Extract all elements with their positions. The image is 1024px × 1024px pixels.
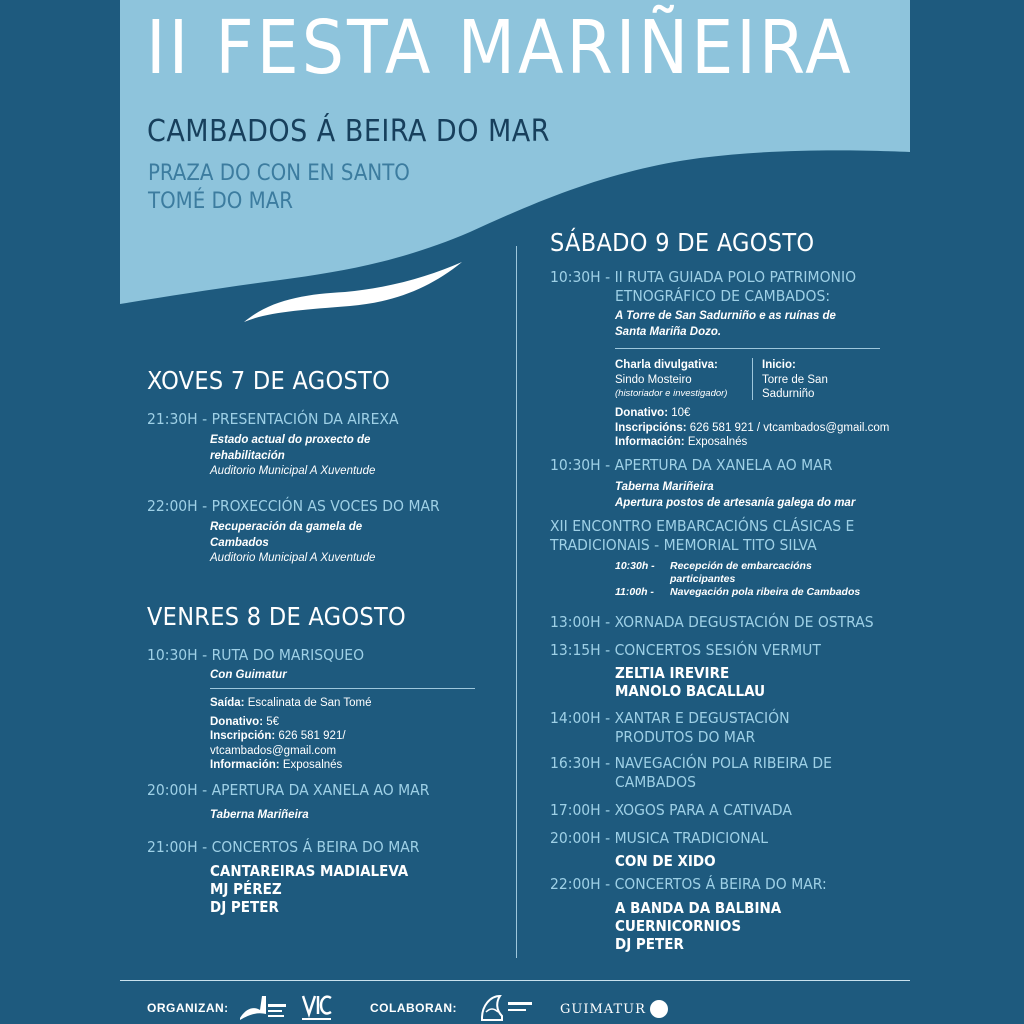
- organizer-logo-1: [236, 992, 290, 1024]
- fri-event-1-time: 10:30H -: [147, 646, 212, 664]
- sat-event-3-name-1: XII ENCONTRO EMBARCACIÓNS CLÁSICAS E: [550, 517, 855, 535]
- guimatur-logo-circle: [650, 1000, 668, 1018]
- fri-event-2-time: 20:00H -: [147, 781, 212, 799]
- sat-inscripcions-label: Inscripcións:: [615, 421, 687, 434]
- sat-event-1-divider: [615, 348, 880, 349]
- sat-info-value: Exposalnés: [684, 436, 748, 448]
- sat-event-7-time: 16:30H -: [550, 754, 615, 772]
- sat-event-7-name-2: CAMBADOS: [615, 773, 696, 791]
- location: [148, 160, 410, 216]
- sat-inicio-1: Torre de San: [762, 373, 828, 386]
- thursday-heading: XOVES 7 DE AGOSTO: [147, 366, 391, 395]
- festival-title: II FESTA MARIÑEIRA: [146, 5, 854, 91]
- fri-event-1-title: [147, 646, 364, 665]
- thu-event-2-detail-2: Cambados: [210, 536, 269, 549]
- sat-event-4-name: XORNADA DEGUSTACIÓN DE OSTRAS: [614, 613, 874, 631]
- sat-event-2-time: 10:30H -: [550, 456, 615, 474]
- sat-event-1-name-2: ETNOGRÁFICO DE CAMBADOS:: [615, 287, 831, 305]
- sat-event-2-details: [615, 480, 855, 511]
- sat-event-5-name: CONCERTOS SESIÓN VERMUT: [614, 641, 821, 659]
- sat-performer-2: MANOLO BACALLAU: [615, 682, 766, 700]
- organizan-label: ORGANIZAN:: [147, 1001, 229, 1015]
- sat-event-9-title: [550, 829, 768, 848]
- sat-event-9-name: MUSICA TRADICIONAL: [614, 829, 768, 847]
- column-divider: [516, 246, 517, 958]
- sat-performer-4: CUERNICORNIOS: [615, 917, 742, 935]
- fri-event-3-name: CONCERTOS Á BEIRA DO MAR: [211, 838, 420, 856]
- thu-event-2-name: PROXECCIÓN AS VOCES DO MAR: [211, 497, 440, 515]
- thu-event-1-venue: Auditorio Municipal A Xuventude: [210, 465, 376, 477]
- thu-event-1-title: [147, 410, 398, 429]
- location-line-1: PRAZA DO CON EN SANTO: [148, 161, 410, 186]
- organizer-logo-2: [300, 992, 334, 1024]
- sat-charla-label: Charla divulgativa:: [615, 359, 718, 371]
- sat-charla-divider: [752, 358, 753, 400]
- sat-event-7-name-1: NAVEGACIÓN POLA RIBEIRA DE: [614, 754, 832, 772]
- sat-sched-2-time: 11:00h -: [615, 586, 654, 598]
- fri-event-2-name: APERTURA DA XANELA AO MAR: [211, 781, 430, 799]
- thu-event-1-detail-1: Estado actual do proxecto de: [210, 434, 371, 446]
- sat-donativo-value: 10€: [668, 407, 691, 419]
- guimatur-logo-text: GUIMATUR: [560, 1001, 646, 1017]
- sat-event-6-time: 14:00H -: [550, 709, 615, 727]
- friday-heading: VENRES 8 DE AGOSTO: [147, 602, 406, 631]
- sat-event-10-performers: [615, 899, 781, 953]
- fri-saida-label: Saída:: [210, 697, 245, 709]
- sat-event-4-time: 13:00H -: [550, 613, 615, 631]
- sat-event-1-info: [615, 406, 889, 450]
- location-line-2: TOMÉ DO MAR: [148, 189, 293, 214]
- sat-event-2-venue: Taberna Mariñeira: [615, 481, 714, 493]
- thu-event-1-time: 21:30H -: [147, 410, 212, 428]
- sat-event-1-name-1: II RUTA GUIADA POLO PATRIMONIO: [614, 268, 857, 286]
- sat-performer-1: ZELTIA IREVIRE: [615, 664, 730, 682]
- sat-event-2-name: APERTURA DA XANELA AO MAR: [614, 456, 833, 474]
- sat-event-6-title: [550, 709, 790, 747]
- sat-inscripcions-value: 626 581 921 / vtcambados@gmail.com: [686, 421, 890, 434]
- fri-event-2-venue: Taberna Mariñeira: [210, 809, 309, 821]
- colaboran-label: COLABORAN:: [370, 1001, 457, 1015]
- sat-sched-1-time: 10:30h -: [615, 560, 655, 572]
- collaborator-logo-guimatur: [560, 1000, 668, 1018]
- fri-performer-1: CANTAREIRAS MADIALEVA: [210, 862, 409, 880]
- sat-sched-2: Navegación pola ribeira de Cambados: [670, 586, 861, 598]
- sat-performer-5: DJ PETER: [615, 935, 684, 953]
- thu-event-2-details: [210, 520, 375, 567]
- fri-event-1-guide: Con Guimatur: [210, 669, 287, 681]
- sat-event-6-name-1: XANTAR E DEGUSTACIÓN: [614, 709, 790, 727]
- sat-event-7-title: [550, 754, 832, 792]
- sat-event-4-title: [550, 613, 874, 632]
- fri-donativo-value: 5€: [263, 715, 280, 728]
- fri-event-3-title: [147, 838, 419, 857]
- footer-divider: [120, 980, 910, 981]
- thu-event-2-time: 22:00H -: [147, 497, 212, 515]
- sat-event-9-time: 20:00H -: [550, 829, 615, 847]
- sat-sched-1-a: Recepción de embarcacións: [670, 560, 812, 572]
- sat-event-3-schedule: [615, 560, 860, 599]
- sat-charla-role: (historiador e investigador): [615, 388, 728, 399]
- fri-inscripcion-phone: 626 581 921/: [275, 730, 346, 742]
- sat-charla-name: Sindo Mosteiro: [615, 373, 692, 386]
- thu-event-2-detail-1: Recuperación da gamela de: [210, 521, 363, 533]
- collaborator-logo-1: [478, 992, 540, 1024]
- sat-event-1-time: 10:30H -: [550, 268, 615, 286]
- sat-event-10-name: CONCERTOS Á BEIRA DO MAR:: [614, 875, 827, 893]
- sat-performer-3: A BANDA DA BALBINA: [615, 899, 782, 917]
- fri-donativo-label: Donativo:: [210, 715, 264, 728]
- fri-inscripcion-label: Inscripción:: [210, 730, 276, 742]
- sat-event-5-time: 13:15H -: [550, 641, 615, 659]
- fri-info-label: Información:: [210, 759, 280, 771]
- fri-event-3-time: 21:00H -: [147, 838, 212, 856]
- fri-event-3-performers: [210, 862, 408, 916]
- sat-event-8-title: [550, 801, 792, 820]
- sat-event-5-title: [550, 641, 821, 660]
- saturday-heading: SÁBADO 9 DE AGOSTO: [550, 228, 815, 257]
- fri-event-2-title: [147, 781, 429, 800]
- sat-event-9-performer: CON DE XIDO: [615, 852, 716, 870]
- festival-subtitle: CAMBADOS Á BEIRA DO MAR: [147, 114, 551, 149]
- sat-inicio-2: Sadurniño: [762, 388, 815, 400]
- sat-event-3-title: [550, 517, 854, 555]
- sat-event-3-name-2: TRADICIONAIS - MEMORIAL TITO SILVA: [550, 536, 817, 554]
- sat-event-8-name: XOGOS PARA A CATIVADA: [614, 801, 792, 819]
- sat-charla: [615, 358, 727, 402]
- fri-inscripcion-email: vtcambados@gmail.com: [210, 744, 337, 757]
- sat-event-2-title: [550, 456, 832, 475]
- sat-event-10-title: [550, 875, 827, 894]
- thu-event-1-name: PRESENTACIÓN DA AIREXA: [211, 410, 399, 428]
- sat-info-label: Información:: [615, 436, 685, 448]
- sat-event-5-performers: [615, 664, 765, 700]
- fri-event-1-divider: [210, 688, 475, 689]
- sat-sched-1-b: participantes: [670, 573, 736, 585]
- thu-event-1-detail-2: rehabilitación: [210, 449, 285, 462]
- fri-event-1-name: RUTA DO MARISQUEO: [211, 646, 365, 664]
- thu-event-2-venue: Auditorio Municipal A Xuventude: [210, 552, 376, 564]
- sat-event-1-place-2: Santa Mariña Dozo.: [615, 325, 722, 338]
- fri-info-value: Exposalnés: [279, 759, 343, 771]
- sat-inicio-label: Inicio:: [762, 359, 796, 371]
- fri-event-1-info: [210, 696, 372, 773]
- sat-event-1-place: [615, 309, 836, 340]
- fri-performer-2: MJ PÉREZ: [210, 880, 282, 898]
- sat-inicio: [762, 358, 828, 402]
- sat-event-1-place-1: A Torre de San Sadurniño e as ruínas de: [615, 310, 836, 322]
- sat-event-8-time: 17:00H -: [550, 801, 615, 819]
- fri-saida-value: Escalinata de San Tomé: [244, 697, 372, 709]
- sat-donativo-label: Donativo:: [615, 407, 669, 419]
- sat-event-10-time: 22:00H -: [550, 875, 615, 893]
- thu-event-1-details: [210, 433, 375, 480]
- thu-event-2-title: [147, 497, 440, 516]
- sat-event-2-detail: Apertura postos de artesanía galega do mar: [615, 496, 856, 509]
- sat-event-6-name-2: PRODUTOS DO MAR: [615, 728, 756, 746]
- fri-performer-3: DJ PETER: [210, 898, 279, 916]
- sat-event-1-title: [550, 268, 856, 306]
